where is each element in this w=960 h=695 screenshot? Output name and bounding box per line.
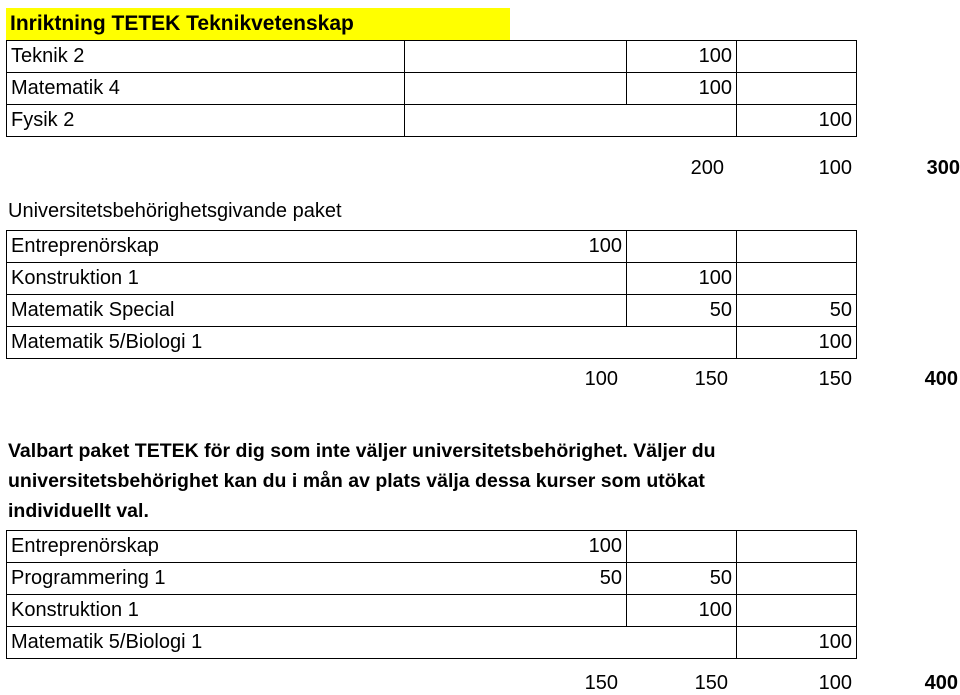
course-name: Matematik 5/Biologi 1	[7, 627, 405, 659]
year-1-value	[405, 327, 627, 359]
page-title: Inriktning TETEK Teknikvetenskap	[6, 8, 510, 40]
year-3-value	[737, 73, 857, 105]
grand-total: 300	[926, 157, 960, 179]
year-3-value	[737, 41, 857, 73]
year-3-value	[737, 231, 857, 263]
year-2-value: 100	[627, 263, 737, 295]
course-name: Konstruktion 1	[7, 263, 405, 295]
course-name: Entreprenörskap	[7, 231, 405, 263]
year-2-value	[627, 105, 737, 137]
year-2-value	[627, 231, 737, 263]
core-courses-table	[6, 40, 857, 137]
year-1-value: 50	[405, 563, 627, 595]
year-3-total: 100	[818, 157, 852, 179]
year-3-total: 100	[818, 672, 852, 694]
year-2-value	[627, 627, 737, 659]
year-1-total: 150	[584, 672, 618, 694]
table-row	[7, 595, 857, 627]
year-2-total: 150	[694, 368, 728, 390]
year-2-value: 50	[627, 295, 737, 327]
year-1-value	[405, 263, 627, 295]
year-1-value	[405, 295, 627, 327]
course-name: Teknik 2	[7, 41, 405, 73]
year-3-value: 100	[737, 327, 857, 359]
course-name: Matematik 4	[7, 73, 405, 105]
grand-total: 400	[924, 368, 958, 390]
year-2-value	[627, 327, 737, 359]
year-3-value	[737, 595, 857, 627]
year-2-total: 150	[694, 672, 728, 694]
table-row	[7, 73, 857, 105]
course-name: Programmering 1	[7, 563, 405, 595]
year-3-value: 100	[737, 627, 857, 659]
year-2-value	[627, 531, 737, 563]
year-1-value	[405, 73, 627, 105]
year-1-value	[405, 595, 627, 627]
table-row	[7, 627, 857, 659]
year-1-value	[405, 627, 627, 659]
year-1-value	[405, 41, 627, 73]
section-heading: Universitetsbehörighetsgivande paket	[8, 200, 342, 222]
grand-total: 400	[924, 672, 958, 694]
year-1-value	[405, 105, 627, 137]
course-name: Entreprenörskap	[7, 531, 405, 563]
year-2-value: 100	[627, 595, 737, 627]
table-row	[7, 327, 857, 359]
course-name: Fysik 2	[7, 105, 405, 137]
year-3-value	[737, 563, 857, 595]
table-row	[7, 531, 857, 563]
year-2-total: 200	[690, 157, 724, 179]
package-totals-row	[400, 368, 958, 391]
elective-description: Valbart paket TETEK för dig som inte väljer universitetsbehörighet. Väljer du universitetsbehörighet kan du i mån av plats välja dessa kurser som utökat individuellt val.	[8, 440, 716, 522]
university-package-table	[6, 230, 857, 359]
course-name: Matematik Special	[7, 295, 405, 327]
table-row	[7, 563, 857, 595]
table-row	[7, 41, 857, 73]
table-row	[7, 105, 857, 137]
year-3-value: 100	[737, 105, 857, 137]
year-2-value: 100	[627, 41, 737, 73]
year-1-value: 100	[405, 231, 627, 263]
table-row	[7, 263, 857, 295]
elective-package-table	[6, 530, 857, 659]
year-2-value: 100	[627, 73, 737, 105]
course-name: Konstruktion 1	[7, 595, 405, 627]
year-3-value	[737, 263, 857, 295]
year-3-value: 50	[737, 295, 857, 327]
year-2-value: 50	[627, 563, 737, 595]
year-1-total: 100	[584, 368, 618, 390]
core-totals-row	[620, 157, 960, 180]
year-1-value: 100	[405, 531, 627, 563]
table-row	[7, 231, 857, 263]
course-name: Matematik 5/Biologi 1	[7, 327, 405, 359]
table-row	[7, 295, 857, 327]
year-3-total: 150	[818, 368, 852, 390]
year-3-value	[737, 531, 857, 563]
